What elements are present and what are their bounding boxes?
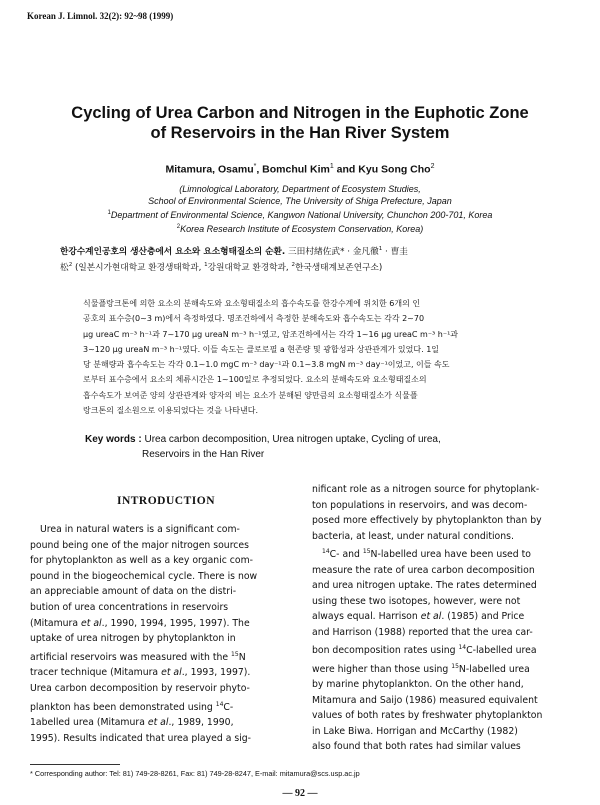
text-line: ton populations in reservoirs, and was decom-	[312, 499, 528, 511]
left-column	[30, 522, 288, 747]
text-run-italic: et al	[147, 717, 169, 729]
text-line: and urea nitrogen uptake. The rates determined	[312, 580, 537, 592]
abstract-line: 당 분해량과 흡수속도는 각각 0.1~1.0 mgC m⁻³ day⁻¹과 0.1~3.8 mgN m⁻³ day⁻¹이었고, 이들 속도	[83, 360, 450, 370]
superscript: 14	[322, 548, 330, 555]
title-line-1: Cycling of Urea Carbon and Nitrogen in the Euphotic Zone	[71, 104, 529, 122]
abstract-line: 식물플랑크톤에 의한 요소의 분해속도와 요소형태질소의 흡수속도를 한강수계에 위치한 6개의 인	[83, 299, 421, 308]
page-number: — 92 —	[282, 788, 318, 799]
affiliation-text: Department of Environmental Science, Kangwon National University, Chunchon 200-701, Korea	[110, 210, 493, 220]
text-line: also found that both rates had similar values	[312, 741, 521, 753]
text-run: . (1985) and Price	[441, 611, 525, 623]
author-name: Mitamura, Osamu	[165, 163, 254, 176]
text-run: C-labelled urea	[466, 645, 537, 657]
affiliation-line	[40, 221, 560, 235]
text-run: C- and	[329, 549, 363, 561]
text-line	[30, 665, 288, 681]
superscript: 15	[451, 662, 459, 670]
text-line: and Harrison (1988) reported that the urea car-	[312, 626, 533, 638]
korean-abstract	[83, 296, 523, 418]
affiliation-line: School of Environmental Science, The University of Shiga Prefecture, Japan	[148, 196, 452, 206]
text-line	[312, 659, 574, 678]
text-line: measure the rate of urea carbon decomposition	[312, 564, 535, 576]
text-line: pound in the biogeochemical cycle. There is now	[30, 570, 258, 582]
text-line	[30, 647, 288, 666]
affiliation-mark: 1	[107, 210, 111, 216]
text-run: plankton has been demonstrated using	[30, 701, 216, 713]
journal-reference: Korean J. Limnol. 32(2): 92~98 (1999)	[27, 11, 174, 21]
paper-title	[40, 103, 560, 143]
text-line: pound being one of the major nitrogen sources	[30, 539, 249, 551]
korean-affiliation-line	[60, 259, 545, 275]
korean-authors: · 曺圭	[382, 246, 408, 257]
text-line	[30, 715, 288, 731]
author-name: and Kyu Song Cho	[333, 163, 431, 176]
keywords-label: Key words :	[85, 434, 142, 445]
text-run: tracer technique (Mitamura	[30, 667, 162, 679]
text-line	[312, 640, 574, 659]
text-run: bon decomposition rates using	[312, 645, 459, 657]
text-run: were higher than those using	[312, 663, 452, 675]
superscript: 14	[458, 644, 467, 652]
superscript: 15	[362, 548, 371, 555]
author-mark: 1	[329, 163, 334, 170]
text-line: Mitamura and Saijo (1986) measured equivalent	[312, 694, 538, 706]
superscript: 14	[215, 700, 224, 708]
text-line: nificant role as a nitrogen source for phytoplank-	[312, 484, 540, 495]
text-run: N-labelled urea	[458, 663, 530, 675]
keywords-line	[85, 447, 545, 462]
korean-title-line	[60, 243, 545, 259]
author-mark: *	[253, 163, 257, 170]
korean-affiliation: 한국생태계보존연구소)	[294, 262, 383, 273]
korean-authors: 松	[60, 262, 69, 273]
text-run-italic: et al	[161, 667, 182, 679]
keywords-text: Urea carbon decomposition, Urea nitrogen uptake, Cycling of urea,	[141, 434, 441, 445]
affiliation-line: (Limnological Laboratory, Department of Ecosystem Studies,	[179, 184, 421, 194]
text-line: bacteria, at least, under natural conditions.	[312, 530, 514, 542]
abstract-line: μg ureaC m⁻³ h⁻¹과 7~170 μg ureaN m⁻³ h⁻¹였고, 암조건하에서는 각각 1~16 μg ureaC m⁻³ h⁻¹과	[83, 329, 459, 339]
text-run: 1abelled urea (Mitamura	[30, 717, 148, 729]
text-line: 1995). Results indicated that urea played a sig-	[30, 732, 252, 744]
affiliation-line	[40, 207, 560, 221]
korean-author-mark: 2	[68, 261, 73, 268]
abstract-line: 랑크톤의 질소원으로 이용되었다는 것을 나타낸다.	[83, 406, 259, 416]
section-heading: INTRODUCTION	[116, 495, 215, 507]
text-line: values of both rates by freshwater phytoplankton	[312, 710, 543, 722]
text-line: Urea in natural waters is a significant com-	[40, 524, 240, 535]
text-run: artificial reservoirs was measured with the	[30, 651, 232, 663]
text-line: by marine phytoplankton. On the other hand,	[312, 679, 524, 691]
text-run: ., 1990, 1994, 1995, 1997). The	[101, 617, 250, 629]
author-list	[40, 163, 560, 176]
abstract-line: 흡수속도가 보여준 양의 상관관계와 양자의 비는 요소가 분해된 양만큼의 요소형태질소가 식물플	[83, 390, 418, 400]
right-column	[312, 482, 574, 755]
korean-affiliation: (일본시가현대학교 환경생태학과,	[72, 262, 205, 273]
abstract-line: 3~120 μg ureaN m⁻³ h⁻¹였다. 이들 속도는 클로로필 a 현존량 및 광합성과 상관관계가 있었다. 1일	[83, 344, 440, 354]
text-run: ., 1993, 1997).	[181, 667, 251, 679]
text-run: (Mitamura	[30, 617, 81, 629]
text-line	[30, 697, 288, 716]
author-mark: 2	[430, 163, 435, 170]
text-line: Urea carbon decomposition by reservoir phyto-	[30, 683, 250, 695]
keywords-line	[85, 432, 545, 447]
text-line: bution of urea concentrations in reservoirs	[30, 601, 229, 613]
text-run-italic: et al	[81, 617, 102, 629]
korean-affiliation-mark: 2	[291, 261, 295, 268]
text-line: posed more effectively by phytoplankton than by	[312, 515, 542, 526]
text-run-italic: et al	[420, 611, 442, 623]
text-line: for phytoplankton as well as a key organic com-	[30, 555, 254, 567]
korean-author-mark: 1	[378, 246, 383, 252]
title-line-2: of Reservoirs in the Han River System	[150, 124, 450, 142]
footnote-divider	[30, 764, 120, 765]
superscript: 15	[231, 650, 239, 658]
text-run: always equal. Harrison	[312, 611, 421, 623]
text-run: C-	[223, 701, 234, 713]
text-run: ., 1989, 1990,	[168, 717, 234, 729]
text-line: uptake of urea nitrogen by phytoplankton in	[30, 633, 236, 645]
abstract-line: 공호의 표수층(0~3 m)에서 측정하였다. 명조건하에서 측정한 분해속도와 흡수속도는 각각 2~70	[83, 314, 425, 324]
keywords	[85, 432, 545, 462]
text-line	[312, 609, 574, 625]
text-run: N	[238, 651, 246, 663]
text-run: N-labelled urea have been used to	[370, 549, 531, 561]
corresponding-author-footnote: * Corresponding author: Tel: 81) 749-28-8261, Fax: 81) 749-28-8247, E-mail: mitamura@scs.usp.ac.jp	[30, 769, 360, 778]
keywords-text: Reservoirs in the Han River	[142, 449, 265, 460]
text-line	[312, 544, 574, 563]
author-name: , Bomchul Kim	[256, 163, 330, 176]
affiliation-text: Korea Research Institute of Ecosystem Conservation, Korea)	[180, 224, 424, 234]
korean-affiliation: 강원대학교 환경학과,	[207, 262, 292, 273]
text-line: using these two isotopes, however, were not	[312, 595, 521, 607]
korean-affiliation-mark: 1	[204, 261, 208, 268]
korean-title-block	[60, 243, 545, 275]
text-line: an appreciable amount of data on the distri-	[30, 586, 237, 598]
affiliation-mark: 2	[176, 224, 181, 230]
text-line: in Lake Biwa. Horrigan and McCarthy (1982)	[312, 725, 518, 737]
affiliations	[40, 183, 560, 235]
korean-title: 한강수계인공호의 생산층에서 요소와 요소형태질소의 순환.	[60, 246, 286, 257]
text-line	[30, 616, 288, 632]
abstract-line: 로부터 표수층에서 요소의 체류시간은 1~100일로 추정되었다. 요소의 분해속도와 요소형태질소의	[83, 375, 427, 385]
korean-authors: 三田村緖佐武* · 金凡徹	[285, 246, 379, 257]
